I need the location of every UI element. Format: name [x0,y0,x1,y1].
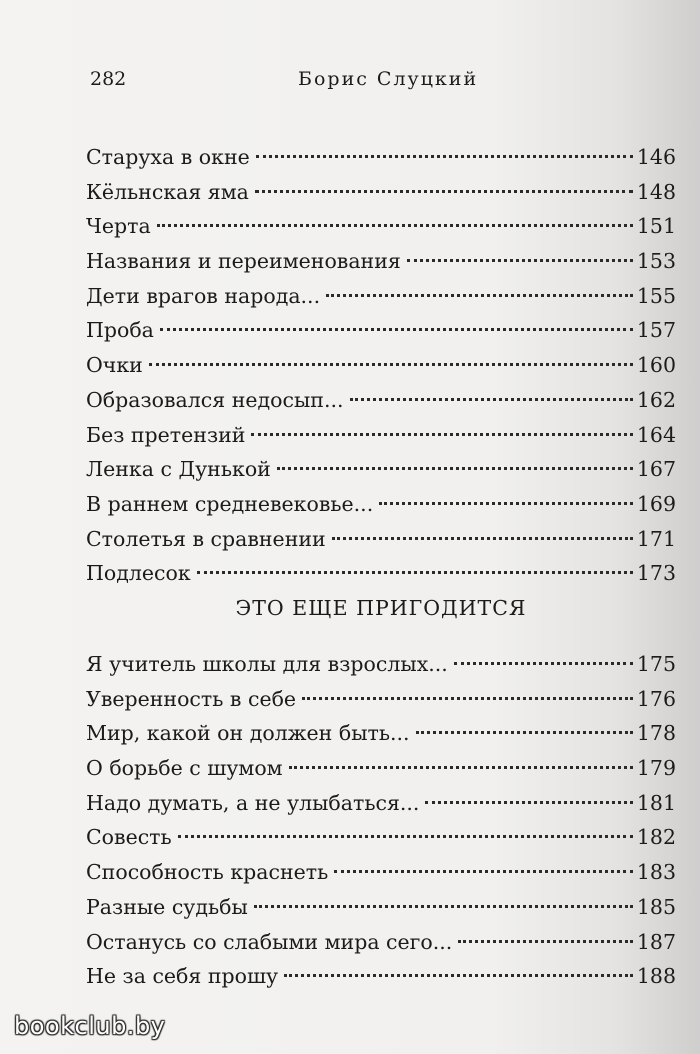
toc-entry-title: В раннем средневековье... [86,491,374,516]
toc-entry-page: 188 [636,964,676,989]
watermark-logo: bookclub.by [14,1012,166,1040]
dot-leader [254,905,633,908]
dot-leader [416,731,633,734]
dot-leader [302,697,633,700]
toc-entry-page: 179 [636,756,676,781]
toc-entry-title: Очки [86,353,143,378]
toc-entry-page: 178 [636,721,676,746]
toc-entry [86,452,676,487]
running-header-author: Борис Слуцкий [298,68,479,90]
toc-entry-page: 162 [636,387,676,412]
dot-leader [255,190,633,193]
toc-entry-page: 164 [636,422,676,447]
toc-entry-title: Не за себя прошу [86,964,279,989]
dot-leader [284,974,633,977]
toc-entry-page: 175 [636,652,676,676]
running-header [90,68,630,98]
toc-entry-page: 187 [636,929,676,954]
toc-entry [86,279,676,314]
toc-entry-title: Кёльнская яма [86,179,249,204]
toc-entry [86,716,676,751]
dot-leader [256,155,633,158]
toc-entry [86,418,676,453]
toc-entry-title: Надо думать, а не улыбаться... [86,790,420,815]
toc-entry-page: 153 [636,249,676,274]
dot-leader [458,940,633,943]
toc-entry-page: 181 [636,790,676,815]
toc-entry-title: Названия и переименования [86,249,401,274]
toc-entry-title: Подлесок [86,561,191,586]
toc-entry-page: 182 [636,825,676,850]
toc-entry-page: 151 [636,214,676,239]
toc-entry [86,556,676,591]
toc-entry [86,244,676,279]
dot-leader [379,502,633,505]
toc-entry-page: 157 [636,318,676,343]
toc-entry-page: 185 [636,894,676,919]
toc-entry-title: Разные судьбы [86,894,248,919]
toc-entry-page: 160 [636,353,676,378]
toc-entry [86,175,676,210]
dot-leader [326,294,633,297]
toc-entry [86,820,676,855]
toc-entry [86,890,676,925]
dot-leader [160,328,633,331]
toc-entry-page: 176 [636,686,676,711]
toc-entry [86,487,676,522]
toc-entry [86,209,676,244]
toc-entry-title: Мир, какой он должен быть... [86,721,410,746]
toc-entry-title: О борьбе с шумом [86,756,283,781]
toc-entry [86,959,676,994]
dot-leader [157,224,633,227]
toc-entry-page: 148 [636,179,676,204]
dot-leader [277,467,633,470]
toc-entry-page: 171 [636,526,676,551]
toc-entry-page: 155 [636,283,676,308]
toc-entry-title: Проба [86,318,154,343]
toc-entry-title: Ленка с Дунькой [86,457,271,482]
toc-entry [86,855,676,890]
toc-entry [86,925,676,960]
toc-entry-title: Без претензий [86,422,246,447]
toc-entry [86,682,676,717]
toc-entry-page: 183 [636,860,676,885]
dot-leader [407,259,633,262]
toc-entry-title: Уверенность в себе [86,686,297,711]
toc-section-2 [86,647,676,994]
toc-entry-title: Старуха в окне [86,145,250,169]
toc-entry [86,751,676,786]
dot-leader [149,363,633,366]
dot-leader [454,662,633,665]
toc-section-1 [86,140,676,591]
page-number: 282 [90,68,127,90]
toc-entry-page: 167 [636,457,676,482]
dot-leader [350,398,633,401]
dot-leader [197,571,633,574]
dot-leader [289,766,633,769]
dot-leader [251,433,632,436]
toc-entry [86,313,676,348]
toc-entry-page: 169 [636,491,676,516]
toc-entry-title: Дети врагов народа... [86,283,321,308]
toc-entry [86,348,676,383]
toc-entry-title: Способность краснеть [86,860,329,885]
dot-leader [334,870,633,873]
toc-entry [86,522,676,557]
toc-entry [86,383,676,418]
toc-entry [86,140,676,175]
toc-entry [86,786,676,821]
dot-leader [178,835,633,838]
toc-entry-title: Совесть [86,825,172,850]
toc-entry-page: 173 [636,561,676,586]
toc-entry-title: Черта [86,214,151,239]
section-heading: ЭТО ЕЩЕ ПРИГОДИТСЯ [235,596,527,620]
toc-entry-title: Я учитель школы для взрослых... [86,652,448,676]
toc-entry-title: Останусь со слабыми мира сего... [86,929,453,954]
toc-entry-title: Образовался недосып... [86,387,344,412]
toc-entry-page: 146 [636,145,676,169]
toc-entry [86,647,676,682]
dot-leader [332,537,633,540]
dot-leader [425,801,632,804]
toc-entry-title: Столетья в сравнении [86,526,326,551]
